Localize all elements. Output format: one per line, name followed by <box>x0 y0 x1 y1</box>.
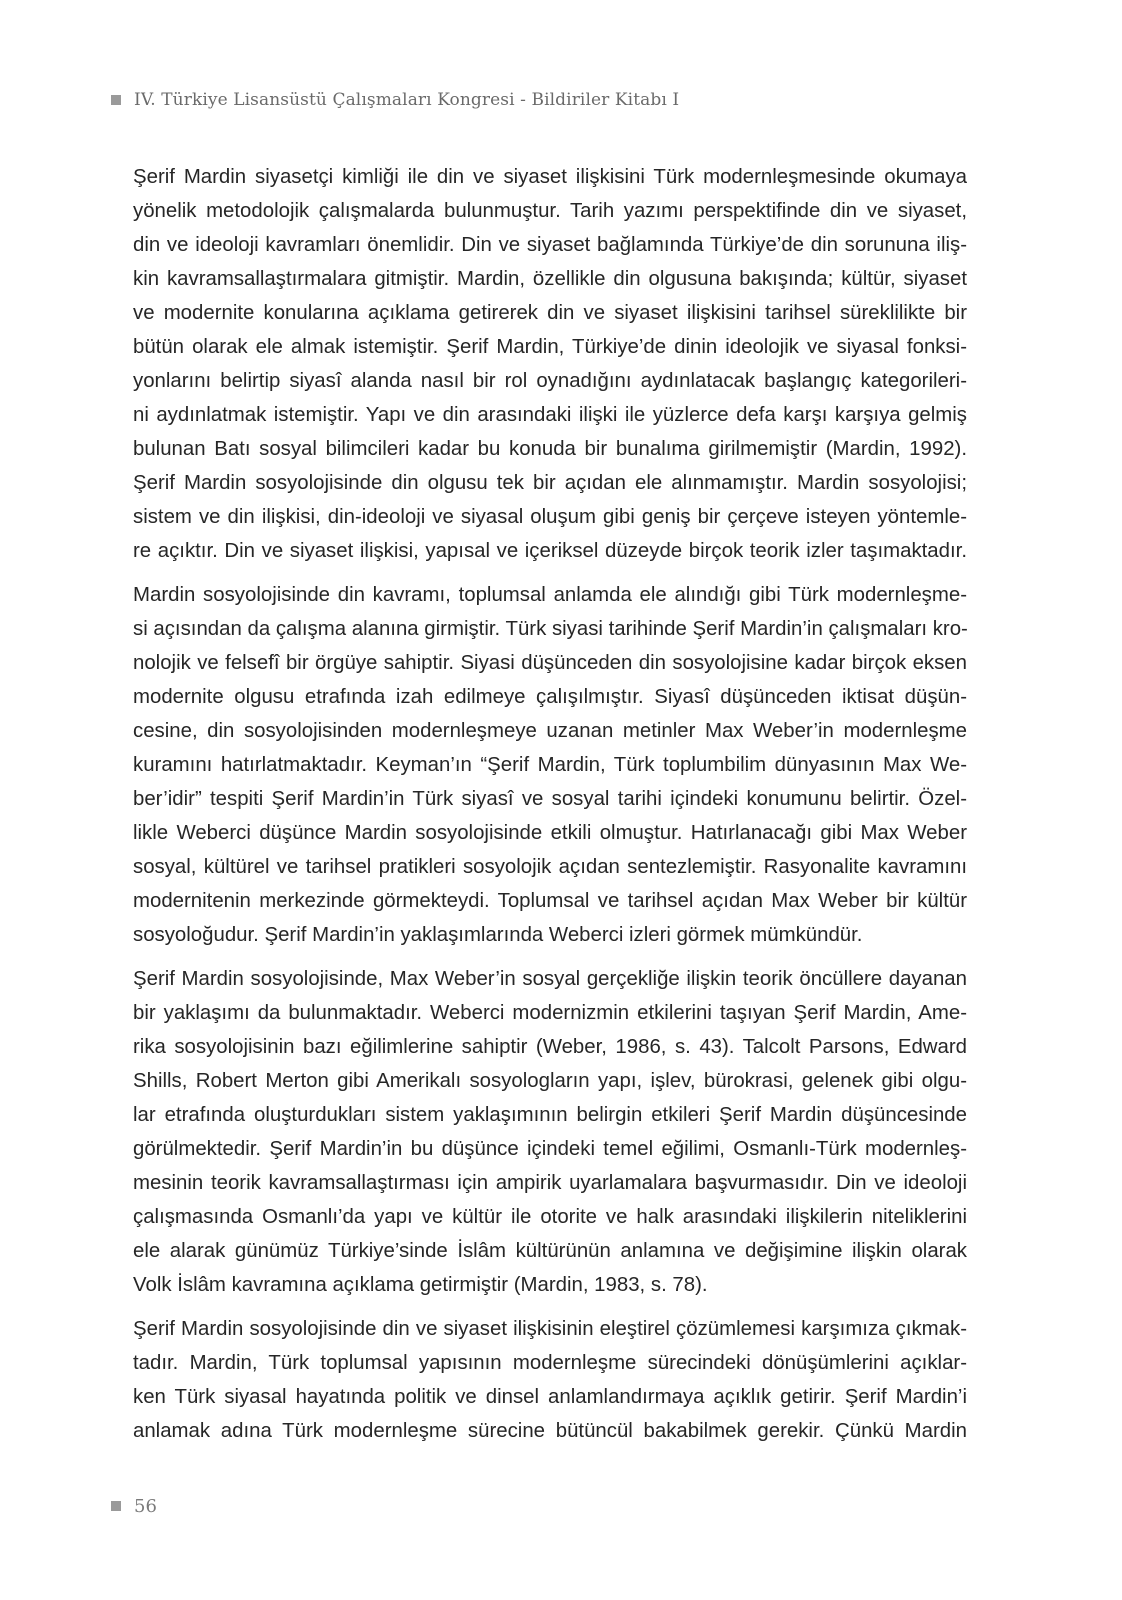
text-line: kin kavramsallaştırmalara gitmiştir. Mardin, özellikle din olgusuna bakışında; kültür, siyaset <box>133 268 967 290</box>
paragraph-4 <box>133 1312 967 1448</box>
text-line: rika sosyolojisinin bazı eğilimlerine sahiptir (Weber, 1986, s. 43). Talcolt Parsons, Edward <box>133 1036 967 1058</box>
text-line: görülmektedir. Şerif Mardin’in bu düşünce içindeki temel eğilimi, Osmanlı-Türk modernleş- <box>133 1138 967 1160</box>
text-line: lar etrafında oluşturdukları sistem yaklaşımının belirgin etkileri Şerif Mardin düşüncesinde <box>133 1104 967 1126</box>
header-square-marker-icon <box>111 95 121 105</box>
text-line: cesine, din sosyolojisinden modernleşmeye uzanan metinler Max Weber’in modernleşme <box>133 720 967 742</box>
text-line: yönelik metodolojik çalışmalarda bulunmuştur. Tarih yazımı perspektifinde din ve siyaset, <box>133 200 967 222</box>
text-line: modernite olgusu etrafında izah edilmeye çalışılmıştır. Siyasî düşünceden iktisat düşün- <box>133 686 967 708</box>
text-line: din ve ideoloji kavramları önemlidir. Din ve siyaset bağlamında Türkiye’de din sorununa iliş- <box>133 234 967 256</box>
text-line: bir yaklaşımı da bulunmaktadır. Weberci modernizmin etkilerini taşıyan Şerif Mardin, Ame- <box>133 1002 967 1024</box>
body-text <box>133 160 967 1458</box>
text-line: nolojik ve felsefî bir örgüye sahiptir. Siyasi düşünceden din sosyolojisine kadar birçok eksen <box>133 652 967 674</box>
text-line: bütün olarak ele almak istemiştir. Şerif Mardin, Türkiye’de dinin ideolojik ve siyasal fonksi- <box>133 336 967 358</box>
text-line: anlamak adına Türk modernleşme sürecine bütüncül bakabilmek gerekir. Çünkü Mardin <box>133 1420 967 1442</box>
text-line: Volk İslâm kavramına açıklama getirmiştir (Mardin, 1983, s. 78). <box>133 1274 708 1296</box>
page-number: 56 <box>134 1495 157 1517</box>
text-line: kuramını hatırlatmaktadır. Keyman’ın “Şerif Mardin, Türk toplumbilim dünyasının Max We- <box>133 754 967 776</box>
text-line: sosyoloğudur. Şerif Mardin’in yaklaşımlarında Weberci izleri görmek mümkündür. <box>133 924 863 946</box>
text-line: tadır. Mardin, Türk toplumsal yapısının modernleşme sürecindeki dönüşümlerini açıklar- <box>133 1352 967 1374</box>
text-line: Şerif Mardin sosyolojisinde din olgusu tek bir açıdan ele alınmamıştır. Mardin sosyolojisi; <box>133 472 967 494</box>
text-line: re açıktır. Din ve siyaset ilişkisi, yapısal ve içeriksel düzeyde birçok teorik izler taşımaktadır. <box>133 540 967 562</box>
paragraph-1 <box>133 160 967 568</box>
text-line: ken Türk siyasal hayatında politik ve dinsel anlamlandırmaya açıklık getirir. Şerif Mardin’i <box>133 1386 967 1408</box>
footer-square-marker-icon <box>111 1501 121 1511</box>
header-title: IV. Türkiye Lisansüstü Çalışmaları Kongresi - Bildiriler Kitabı I <box>134 90 680 110</box>
text-line: Şerif Mardin siyasetçi kimliği ile din ve siyaset ilişkisini Türk modernleşmesinde okumaya <box>133 166 967 188</box>
text-line: sistem ve din ilişkisi, din-ideoloji ve siyasal oluşum gibi geniş bir çerçeve isteyen yöntemle- <box>133 506 967 528</box>
text-line: ele alarak günümüz Türkiye’sinde İslâm kültürünün anlamına ve değişimine ilişkin olarak <box>133 1240 967 1262</box>
text-line: Şerif Mardin sosyolojisinde din ve siyaset ilişkisinin eleştirel çözümlemesi karşımıza çıkmak- <box>133 1318 967 1340</box>
text-line: mesinin teorik kavramsallaştırması için ampirik uyarlamalara başvurmasıdır. Din ve ideoloji <box>133 1172 967 1194</box>
text-line: sosyal, kültürel ve tarihsel pratikleri sosyolojik açıdan sentezlemiştir. Rasyonalite kavramını <box>133 856 967 878</box>
text-line: bulunan Batı sosyal bilimcileri kadar bu konuda bir bunalıma girilmemiştir (Mardin, 1992). <box>133 438 967 460</box>
paragraph-2 <box>133 578 967 952</box>
page-footer <box>111 1492 157 1520</box>
text-line: ve modernite konularına açıklama getirerek din ve siyaset ilişkisini tarihsel süreklilikte bir <box>133 302 967 324</box>
running-header <box>111 86 679 114</box>
text-line: ber’idir” tespiti Şerif Mardin’in Türk siyasî ve sosyal tarihi içindeki konumunu belirtir. Özel- <box>133 788 967 810</box>
paragraph-3 <box>133 962 967 1302</box>
text-line: modernitenin merkezinde görmekteydi. Toplumsal ve tarihsel açıdan Max Weber bir kültür <box>133 890 967 912</box>
text-line: Mardin sosyolojisinde din kavramı, toplumsal anlamda ele alındığı gibi Türk modernleşme- <box>133 584 967 606</box>
text-line: yonlarını belirtip siyasî alanda nasıl bir rol oynadığını aydınlatacak başlangıç kategorileri- <box>133 370 967 392</box>
text-line: si açısından da çalışma alanına girmiştir. Türk siyasi tarihinde Şerif Mardin’in çalışmaları kro- <box>133 618 968 640</box>
text-line: ni aydınlatmak istemiştir. Yapı ve din arasındaki ilişki ile yüzlerce defa karşı karşıya gelmiş <box>133 404 967 426</box>
text-line: çalışmasında Osmanlı’da yapı ve kültür ile otorite ve halk arasındaki ilişkilerin niteliklerini <box>133 1206 967 1228</box>
text-line: likle Weberci düşünce Mardin sosyolojisinde etkili olmuştur. Hatırlanacağı gibi Max Weber <box>133 822 967 844</box>
text-line: Shills, Robert Merton gibi Amerikalı sosyologların yapı, işlev, bürokrasi, gelenek gibi olgu- <box>133 1070 967 1092</box>
text-line: Şerif Mardin sosyolojisinde, Max Weber’in sosyal gerçekliğe ilişkin teorik öncüllere dayanan <box>133 968 967 990</box>
